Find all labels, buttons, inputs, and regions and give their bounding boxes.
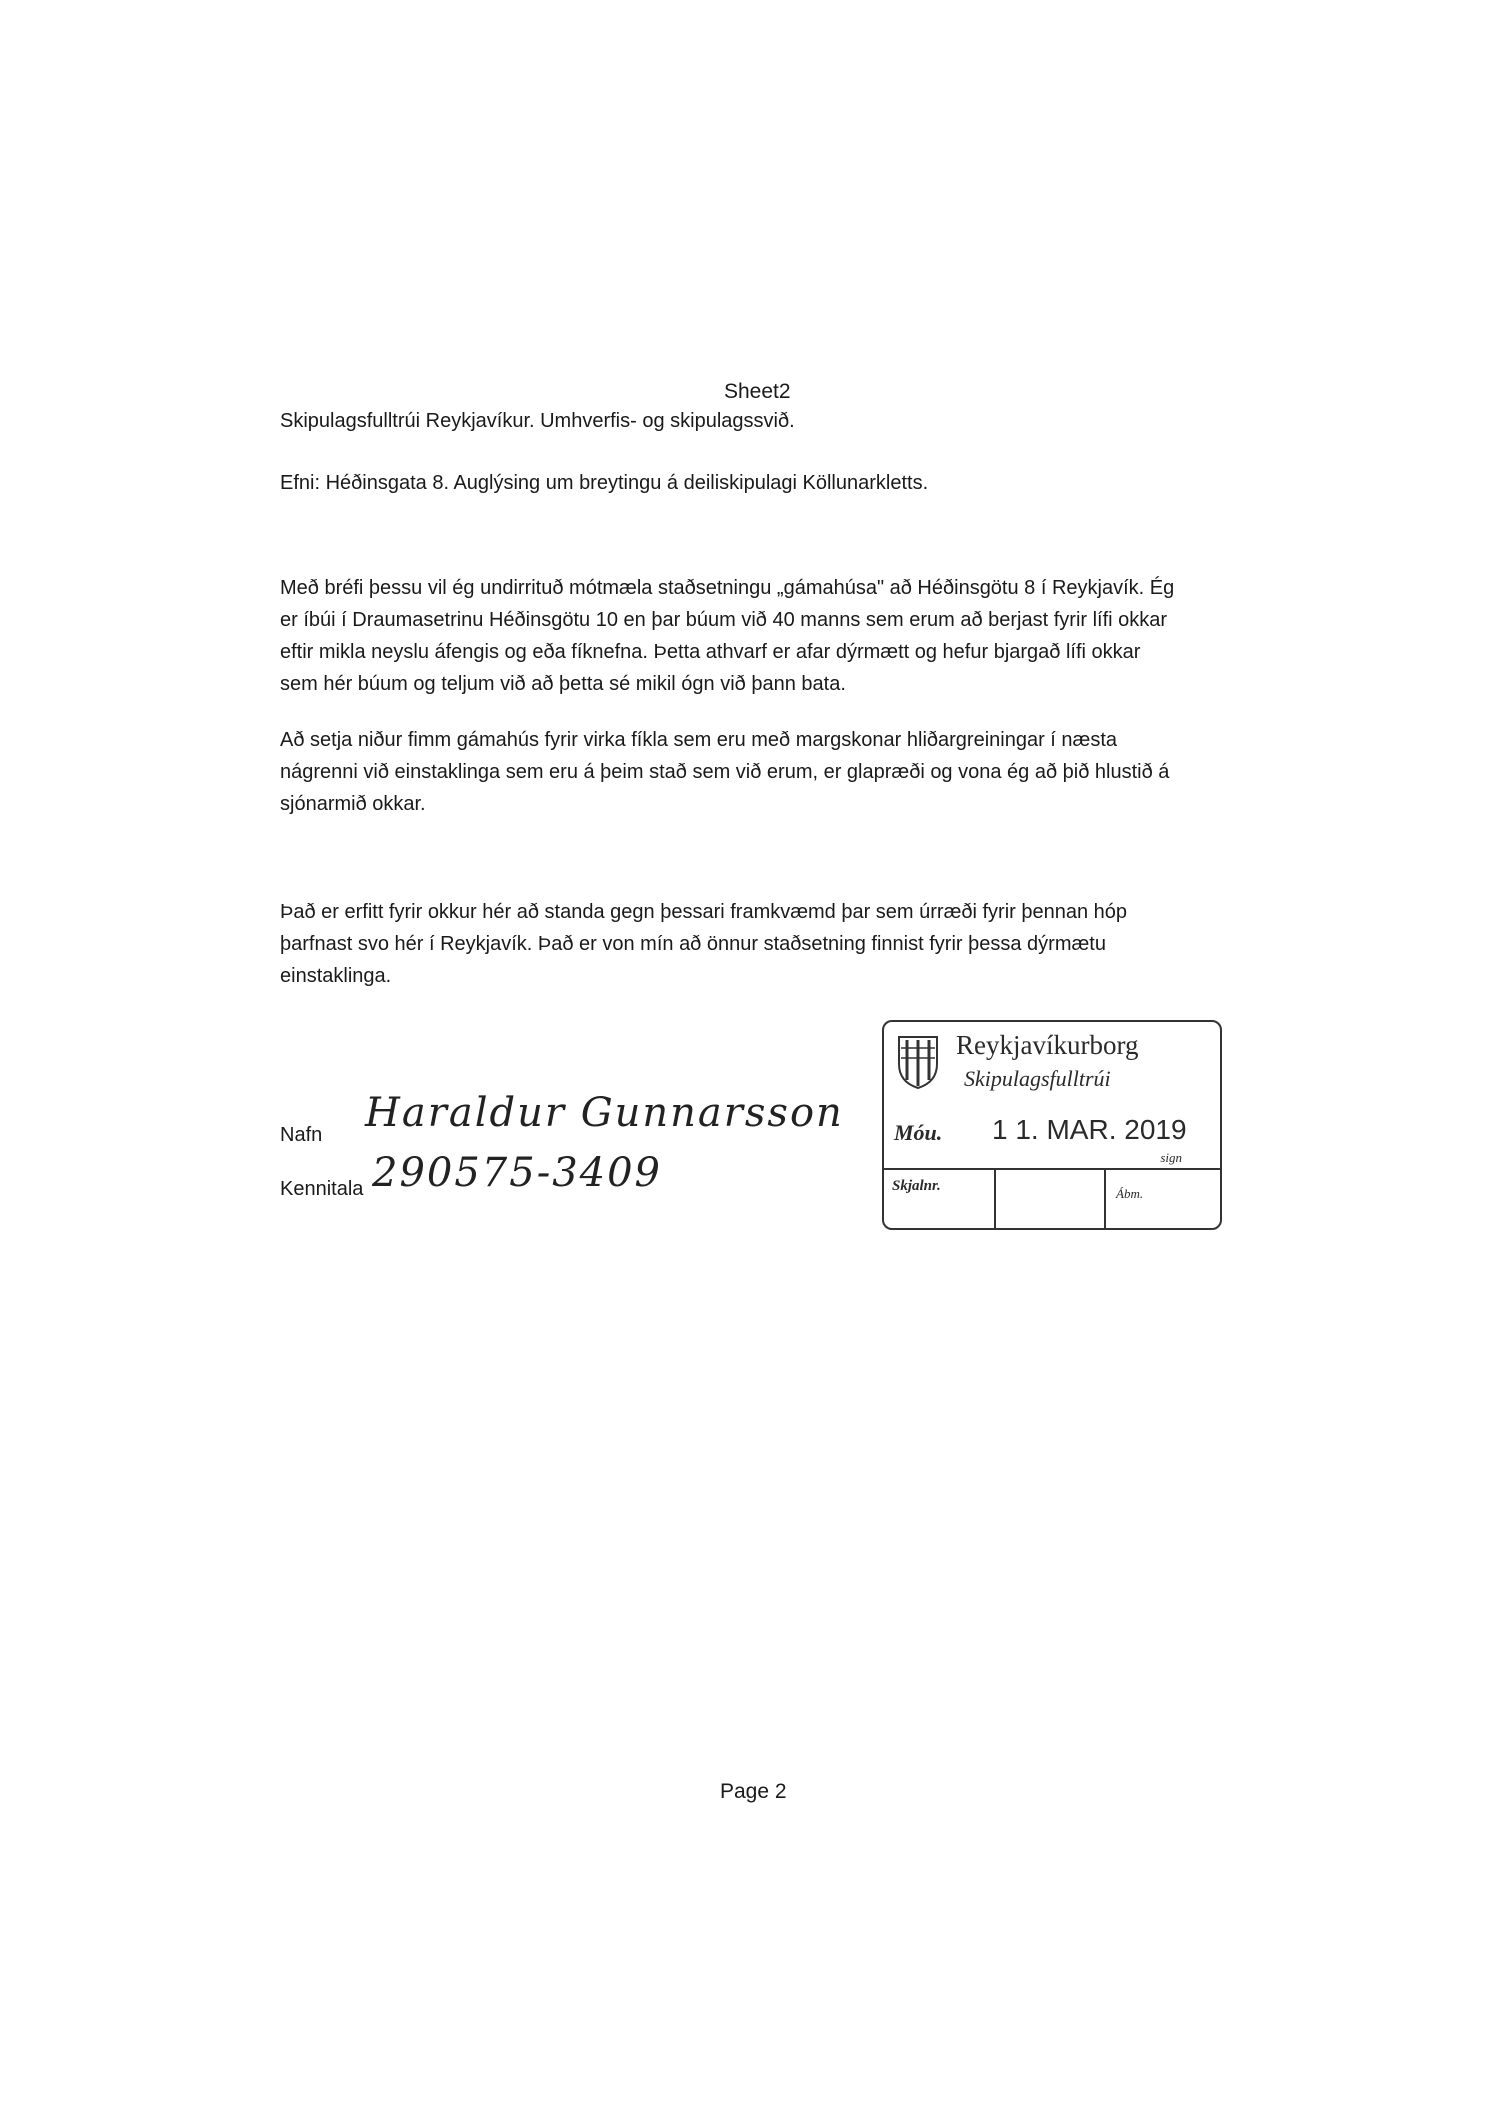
- name-label: Nafn: [280, 1124, 323, 1146]
- id-label: Kennitala: [280, 1178, 364, 1200]
- stamp-divider: [994, 1168, 996, 1228]
- addressee-line: Skipulagsfulltrúi Reykjavíkur. Umhverfis- og skipulagssvið.: [280, 410, 795, 432]
- body-line: eftir mikla neyslu áfengis og eða fíknefna. Þetta athvarf er afar dýrmætt og hefur bjargað lífi okkar: [280, 641, 1141, 663]
- sheet-title: Sheet2: [724, 380, 791, 403]
- body-line: nágrenni við einstaklinga sem eru á þeim stað sem við erum, er glapræði og vona ég að þið hlustið á: [280, 761, 1170, 783]
- stamp-divider: [884, 1168, 1220, 1170]
- body-line: Með bréfi þessu vil ég undirrituð mótmæla staðsetningu „gámahúsa" að Héðinsgötu 8 í Reykjavík. Ég: [280, 577, 1175, 599]
- stamp-department: Skipulagsfulltrúi: [964, 1066, 1111, 1091]
- body-paragraph-1: [280, 572, 1230, 700]
- body-line: þarfnast svo hér í Reykjavík. Það er von mín að önnur staðsetning finnist fyrir þessa dýrmætu: [280, 933, 1106, 955]
- body-line: sem hér búum og teljum við að þetta sé mikil ógn við þann bata.: [280, 673, 846, 695]
- body-line: Það er erfitt fyrir okkur hér að standa gegn þessari framkvæmd þar sem úrræði fyrir þennan hóp: [280, 901, 1128, 923]
- city-crest-icon: [896, 1034, 940, 1090]
- body-line: sjónarmið okkar.: [280, 793, 426, 815]
- subject-line: Efni: Héðinsgata 8. Auglýsing um breytingu á deiliskipulagi Köllunarkletts.: [280, 472, 929, 494]
- stamp-organization: Reykjavíkurborg: [956, 1030, 1139, 1060]
- body-line: er íbúi í Draumasetrinu Héðinsgötu 10 en þar búum við 40 manns sem erum að berjast fyrir lífi okkar: [280, 609, 1168, 631]
- stamp-received-label: Móu.: [894, 1120, 943, 1145]
- stamp-responsible-label: Ábm.: [1116, 1186, 1144, 1201]
- stamp-doc-number-label: Skjalnr.: [892, 1178, 941, 1194]
- stamp-date: 1 1. MAR. 2019: [992, 1114, 1187, 1145]
- body-paragraph-2: [280, 724, 1230, 820]
- body-line: einstaklinga.: [280, 965, 392, 987]
- handwritten-id: 290575-3409: [372, 1150, 663, 1196]
- body-paragraph-3: [280, 896, 1230, 992]
- handwritten-name: Haraldur Gunnarsson: [365, 1090, 844, 1136]
- received-stamp: [882, 1020, 1222, 1230]
- body-line: Að setja niður fimm gámahús fyrir virka fíkla sem eru með margskonar hliðargreiningar í næsta: [280, 729, 1117, 751]
- stamp-sign-label: sign: [1160, 1150, 1182, 1165]
- stamp-divider: [1104, 1168, 1106, 1228]
- page-number: Page 2: [720, 1780, 787, 1803]
